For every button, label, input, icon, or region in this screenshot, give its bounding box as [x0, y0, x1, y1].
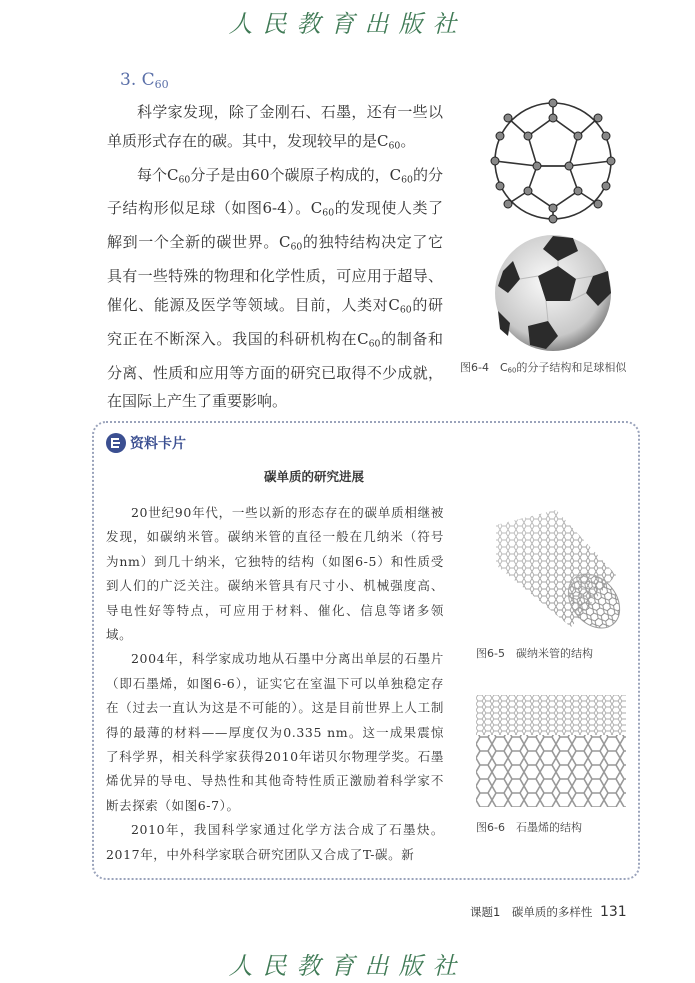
section-title: $C_{60}$	[141, 70, 169, 91]
figure-6-4-caption: 图6-4 $C_{60}$的分子结构和足球相似	[460, 361, 627, 375]
figure-6-5-caption: 图6-5 碳纳米管的结构	[476, 647, 593, 660]
card-paragraph-2: 2004年，科学家成功地从石墨中分离出单层的石墨片（即石墨烯，如图6-6），证实它在室温下可以单独稳定存在（过去一直认为这是不可能的）。这是目前世界上人工制得的最薄的材料——厚度仅为0.335 nm。这一成果震惊了科学界，相关科学家获得2010年诺贝尔物理学奖。石墨烯优异的导电、导热性和其他奇特性质正激励着科学家不断去探索（如图6-7）。	[106, 651, 444, 813]
paragraph-2: 每个$C_{60}$分子是由60个碳原子构成的，$C_{60}$的分子结构形似足球（如图6-4）。$C_{60}$的发现使人类了解到一个全新的碳世界。$C_{60}$的独特结构决定了它具有一些特殊的物理和化学性质，可应用于超导、催化、能源及医学等领域。目前，人类对$C_{60}$的研究正在不断深入。我国的科研机构在$C_{60}$的制备和分离、性质和应用等方面的研究已取得不少成就，在国际上产生了重要影响。	[107, 165, 443, 411]
soccer-ball-illustration	[458, 231, 648, 356]
figure-6-6	[476, 695, 626, 834]
card-title: 碳单质的研究进展	[263, 469, 364, 484]
section-heading	[120, 70, 169, 91]
figure-6-5	[476, 505, 626, 660]
figure-6-6-caption: 图6-6 石墨烯的结构	[476, 821, 582, 834]
info-card	[92, 421, 640, 880]
graphene-illustration	[476, 695, 626, 807]
publisher-logo-top: 人民教育出版社	[228, 10, 467, 38]
document-icon	[106, 433, 126, 453]
paragraph-1: 科学家发现，除了金刚石、石墨，还有一些以单质形式存在的碳。其中，发现较早的是$C_{60}$。	[107, 103, 443, 151]
page-number: 131	[599, 904, 627, 920]
c60-molecule-illustration	[458, 96, 648, 226]
card-label-text: 资料卡片	[130, 436, 186, 452]
card-paragraph-3: 2010年，我国科学家通过化学方法合成了石墨炔。2017年，中外科学家联合研究团队又合成了T-碳。新	[106, 822, 444, 862]
main-body-text	[107, 98, 443, 416]
card-body-text	[106, 501, 444, 867]
chapter-title: 课题1 碳单质的多样性	[470, 905, 593, 919]
section-number: 3.	[120, 70, 137, 90]
publisher-logo-bottom: 人民教育出版社	[228, 952, 467, 980]
carbon-nanotube-illustration	[476, 505, 626, 635]
page-footer	[470, 904, 627, 920]
card-label	[106, 433, 186, 453]
card-paragraph-1: 20世纪90年代，一些以新的形态存在的碳单质相继被发现，如碳纳米管。碳纳米管的直径一般在几纳米（符号为nm）到几十纳米，它独特的结构（如图6-5）和性质受到人们的广泛关注。碳纳米管具有尺寸小、机械强度高、导电性好等特点，可应用于材料、催化、信息等诸多领域。	[106, 505, 444, 643]
